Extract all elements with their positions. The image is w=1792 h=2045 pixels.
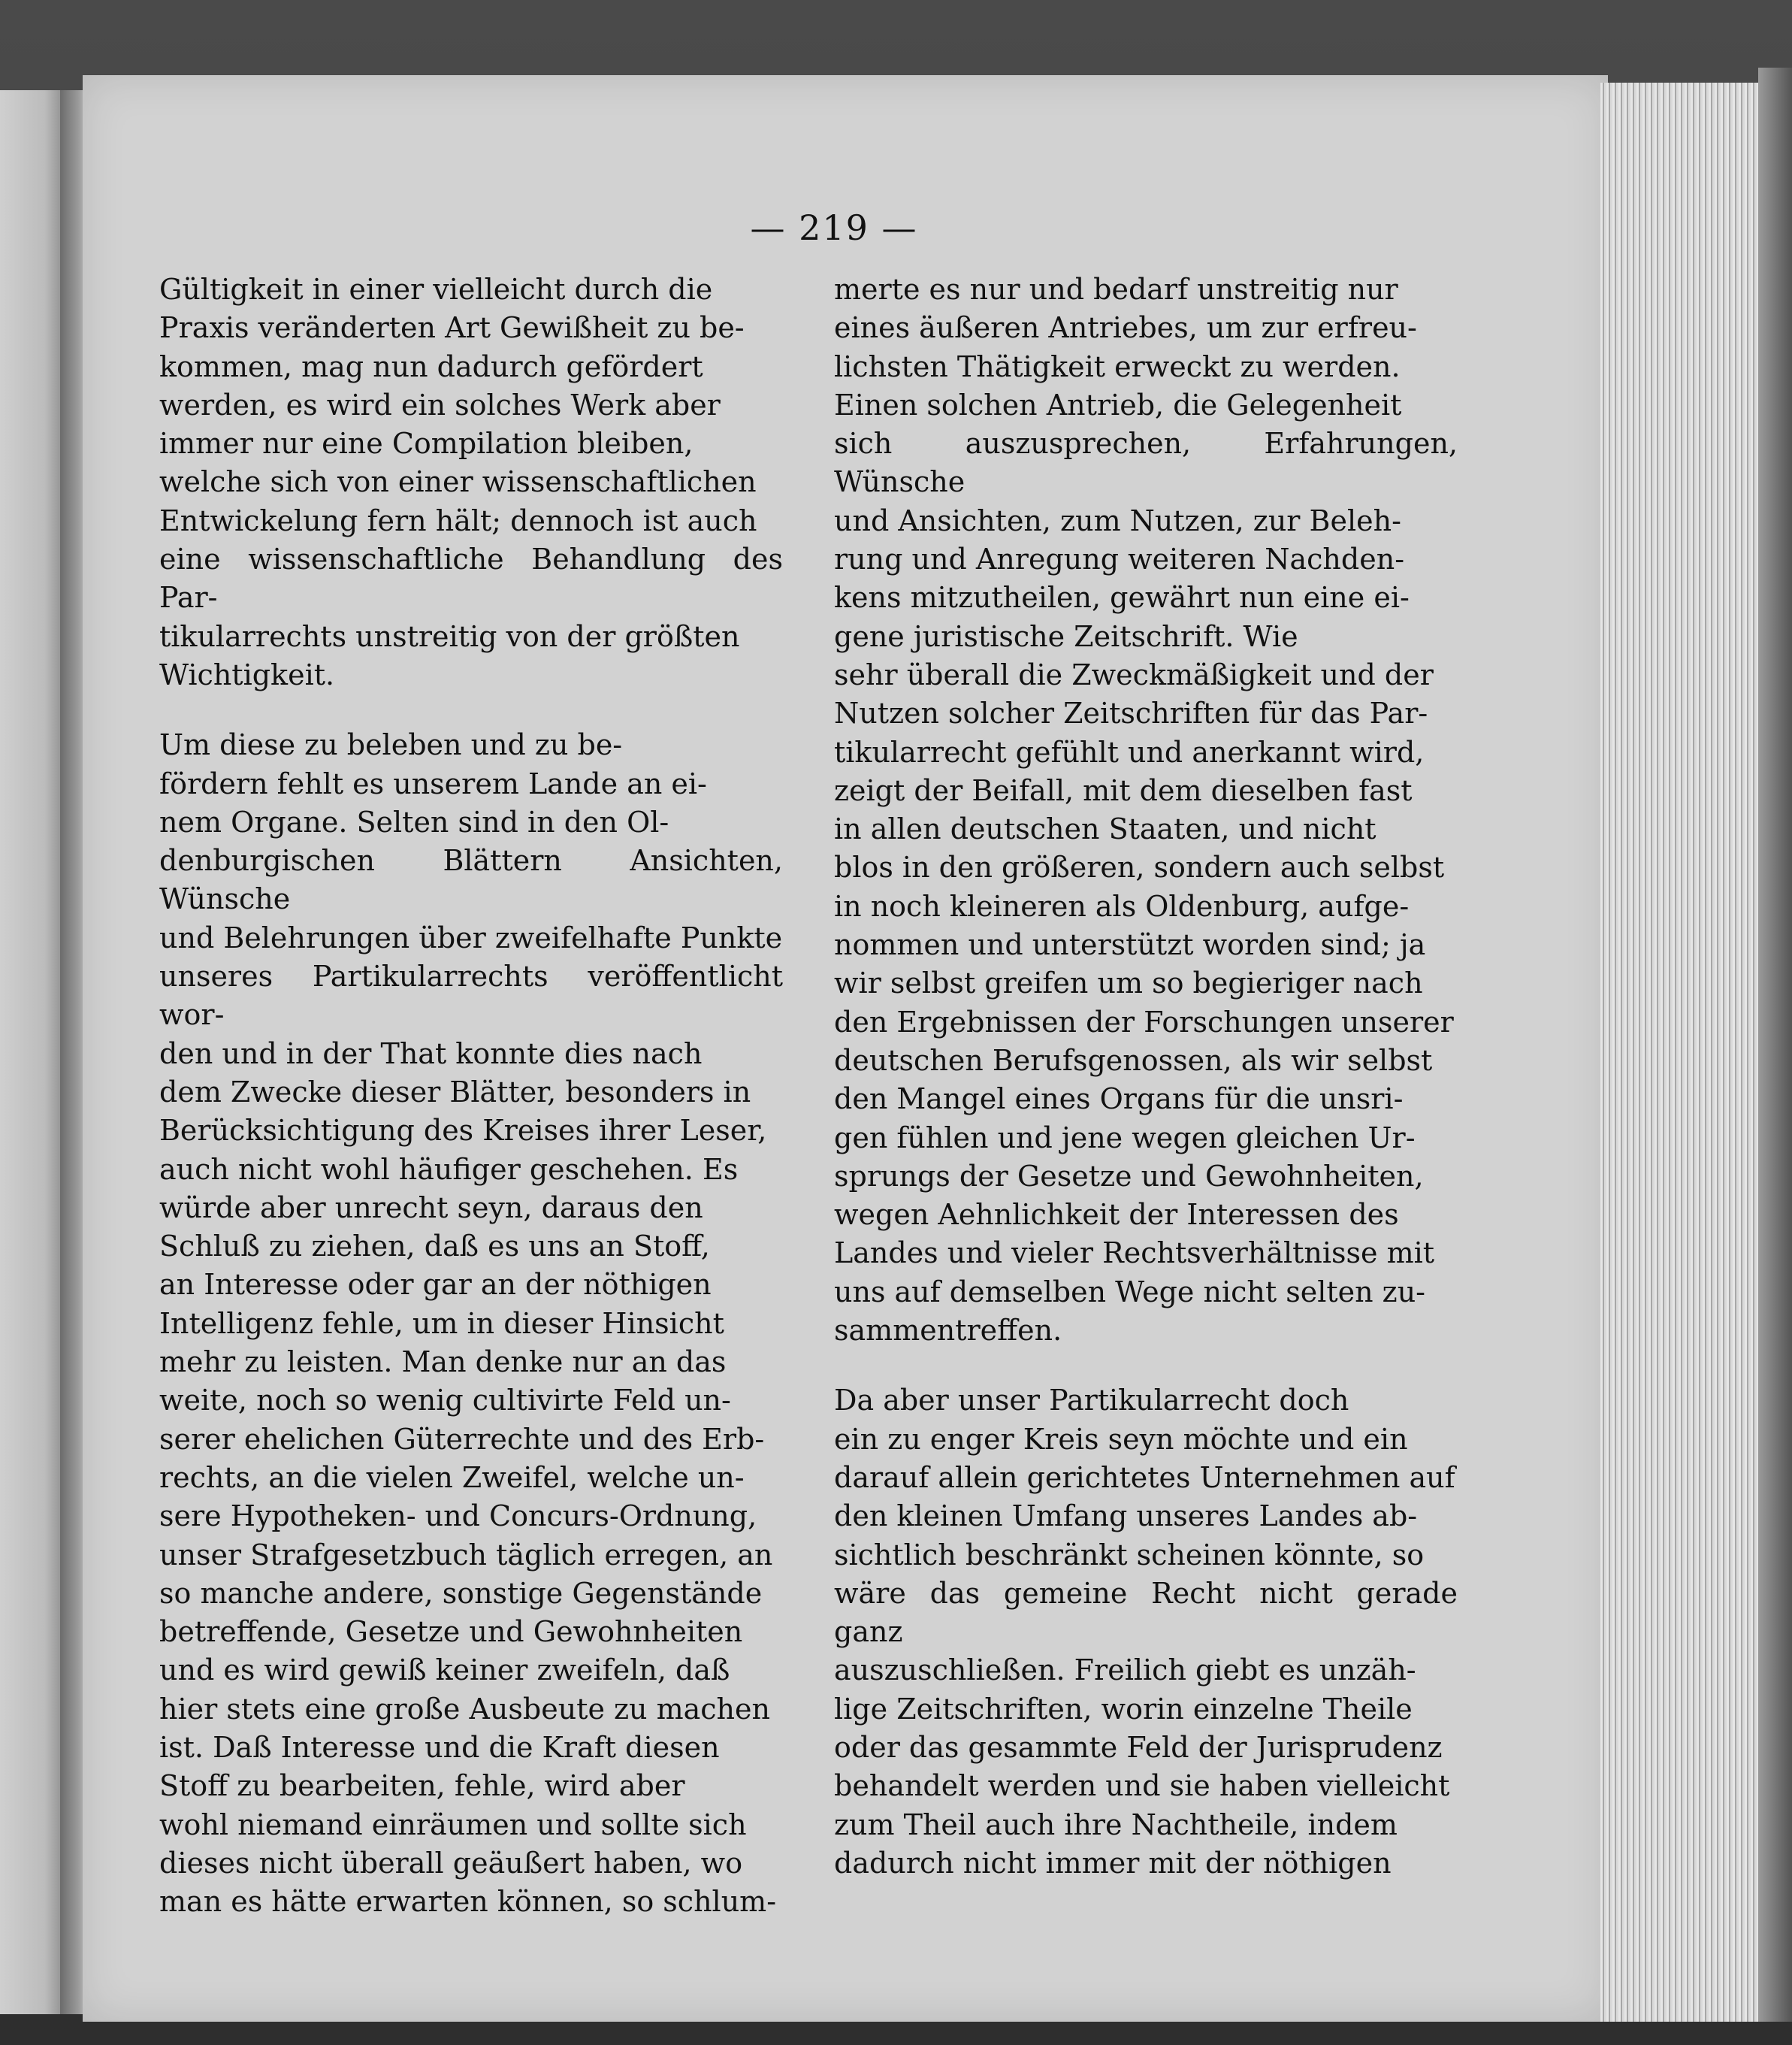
left-page-edge — [0, 90, 64, 2014]
paragraph: Da aber unser Partikularrecht doch ein zu enger Kreis seyn möchte und ein darauf allein gerichtetes Unternehmen auf den kleinen Umfang unseres Landes ab- sichtlich beschränkt scheinen könnte, so wäre das gemeine Recht nicht gerade ganz auszuschließen. Freilich giebt es unzäh- lige Zeitschriften, worin einzelne Theile oder das gesammte Feld der Jurisprudenz behandelt werden und sie haben vielleicht zum Theil auch ihre Nachtheile, indem dadurch nicht immer mit der nöthigen — [834, 1384, 1458, 1880]
paragraph: Um diese zu beleben und zu be- fördern fehlt es unserem Lande an ei- nem Organe. Selten sind in den Ol- denburgischen Blättern Ansichten, Wünsche und Belehrungen über zweifelhafte Punkte unseres Partikularrechts veröffentlicht wor- den und in der That konnte dies nach dem Zwecke dieser Blätter, besonders in Berücksichtigung des Kreises ihrer Leser, auch nicht wohl häufiger geschehen. Es würde aber unrecht seyn, daraus den Schluß zu ziehen, daß es uns an Stoff, an Interesse oder gar an der nöthigen Intelligenz fehle, um in dieser Hinsicht mehr zu leisten. Man denke nur an das weite, noch so wenig cultivirte Feld un- serer ehelichen Güterrechte und des Erb- rechts, an die vielen Zweifel, welche un- sere Hypotheken- und Concurs-Ordnung, unser Strafgesetzbuch täglich erregen, an so manche andere, sonstige Gegenstände betreffende, Gesetze und Gewohnheiten und es wird gewiß keiner zweifeln, daß hier stets eine große Ausbeute zu machen ist. Daß Interesse und die Kraft diesen Stoff zu bearbeiten, fehle, wird aber wohl niemand einräumen und sollte sich dieses nicht überall geäußert haben, wo man es hätte erwarten können, so schlum- — [159, 728, 783, 1919]
text-column-left — [159, 271, 783, 1919]
paragraph: merte es nur und bedarf unstreitig nur eines äußeren Antriebes, um zur erfreu- lichsten Thätigkeit erweckt zu werden. Einen solchen Antrieb, die Gelegenheit sich auszusprechen, Erfahrungen, Wünsche und Ansichten, zum Nutzen, zur Beleh- rung und Anregung weiteren Nachden- kens mitzutheilen, gewährt nun eine ei- gene juristische Zeitschrift. Wie sehr überall die Zweckmäßigkeit und der Nutzen solcher Zeitschriften für das Par- tikularrecht gefühlt und anerkannt wird, zeigt der Beifall, mit dem dieselben fast in allen deutschen Staaten, und nicht blos in den größeren, sondern auch selbst in noch kleineren als Oldenburg, aufge- nommen und unterstützt worden sind; ja wir selbst greifen um so begieriger nach den Ergebnissen der Forschungen unserer deutschen Berufsgenossen, als wir selbst den Mangel eines Organs für die unsri- gen fühlen und jene wegen gleichen Ur- sprungs der Gesetze und Gewohnheiten, wegen Aehnlichkeit der Interessen des Landes und vieler Rechtsverhältnisse mit uns auf demselben Wege nicht selten zu- sammentreffen. — [834, 273, 1458, 1348]
text-column-right — [834, 271, 1458, 1880]
paragraph: Gültigkeit in einer vielleicht durch die Praxis veränderten Art Gewißheit zu be- kommen, mag nun dadurch gefördert werden, es wird ein solches Werk aber immer nur eine Compilation bleiben, welche sich von einer wissenschaftlichen Entwickelung fern hält; dennoch ist auch eine wissenschaftliche Behandlung des Par- tikularrechts unstreitig von der größten Wichtigkeit. — [159, 273, 783, 691]
page-number: — 219 — — [750, 207, 918, 248]
cover-edge — [1758, 68, 1792, 2022]
page-block-edges — [1600, 83, 1766, 2022]
